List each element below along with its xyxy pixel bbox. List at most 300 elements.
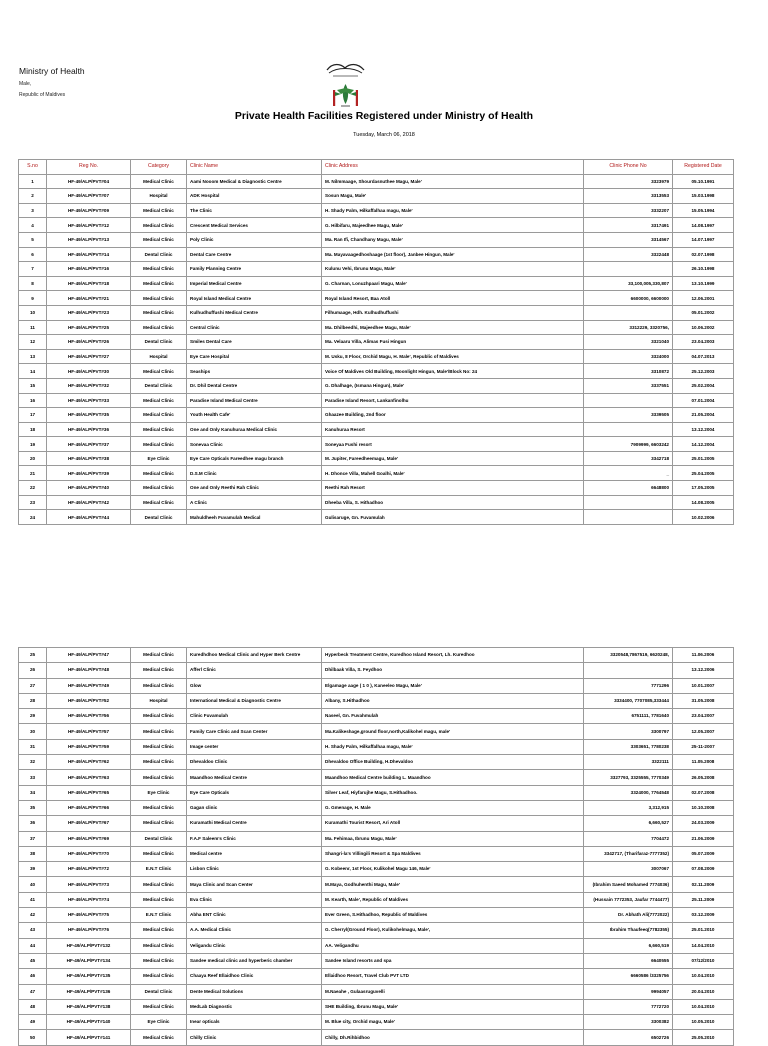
table-row	[19, 1030, 734, 1045]
table-row	[19, 938, 734, 953]
row-registered-date: 25.02.2004	[673, 378, 734, 393]
row-sno: 25	[19, 648, 47, 663]
table-row	[19, 663, 734, 678]
row-registered-date: 10.04.2010	[673, 999, 734, 1014]
row-reg-no: HF-49/ALP/PVT#56	[47, 709, 131, 724]
row-clinic-address: Ever Green, S.Hithadhoo, Republic of Maldives	[322, 908, 584, 923]
row-category: Hospital	[131, 693, 187, 708]
row-sno: 19	[19, 437, 47, 452]
row-category: Medical Clinic	[131, 755, 187, 770]
row-category: Medical Clinic	[131, 892, 187, 907]
row-registered-date: 02.11.2009	[673, 877, 734, 892]
row-phone: 3300797	[584, 724, 673, 739]
column-header: Clinic Address	[322, 160, 584, 175]
row-clinic-address: Ghaazee Building, 2nd floor	[322, 408, 584, 423]
row-sno: 39	[19, 862, 47, 877]
row-sno: 36	[19, 816, 47, 831]
row-clinic-name: Youth Health Cafe'	[187, 408, 322, 423]
row-registered-date: 12.06.2001	[673, 291, 734, 306]
row-clinic-name: Gagan clinic	[187, 800, 322, 815]
row-registered-date: 02.07.1998	[673, 247, 734, 262]
row-sno: 48	[19, 999, 47, 1014]
row-phone: 6,660,527	[584, 816, 673, 831]
row-clinic-name: One and Only Reethi Rah Clinic	[187, 481, 322, 496]
table-row	[19, 232, 734, 247]
row-reg-no: HF-49/ALP/PVT#75	[47, 908, 131, 923]
row-phone: 6648800	[584, 481, 673, 496]
table-row	[19, 291, 734, 306]
row-clinic-name: The Clinic	[187, 203, 322, 218]
table-row	[19, 203, 734, 218]
row-reg-no: HF-49/ALP/PVT#47	[47, 648, 131, 663]
row-registered-date: 25.01.2005	[673, 451, 734, 466]
table-row	[19, 648, 734, 663]
row-sno: 33	[19, 770, 47, 785]
row-phone: 3310872	[584, 364, 673, 379]
row-clinic-address: Soneyaa Fushi resort	[322, 437, 584, 452]
row-clinic-address: H. Dhonce Villa, Mahell Goalhi, Male'	[322, 466, 584, 481]
row-category: Medical Clinic	[131, 999, 187, 1014]
row-registered-date: 03.12.2009	[673, 908, 734, 923]
table-row	[19, 709, 734, 724]
row-registered-date: 07/12/2010	[673, 953, 734, 968]
row-category: Medical Clinic	[131, 393, 187, 408]
row-phone: 3322111	[584, 755, 673, 770]
table-row	[19, 892, 734, 907]
row-reg-no: HF-49/ALP/PVT#74	[47, 892, 131, 907]
column-header: Category	[131, 160, 187, 175]
table-row	[19, 305, 734, 320]
row-clinic-name: Dente Medical Solutions	[187, 984, 322, 999]
row-sno: 16	[19, 393, 47, 408]
row-category: Medical Clinic	[131, 422, 187, 437]
row-clinic-name: Sandee medical clinic and hyperberic chamber	[187, 953, 322, 968]
row-sno: 35	[19, 800, 47, 815]
row-reg-no: HF-49/ALP/PVT#62	[47, 755, 131, 770]
row-clinic-address: Gulisaruge, Gn. Fuvamulah	[322, 510, 584, 525]
row-sno: 28	[19, 693, 47, 708]
row-reg-no: HF-49/ALP/PVT#52	[47, 693, 131, 708]
organization-block	[19, 66, 319, 98]
row-reg-no: HF-49/ALP/PVT#39	[47, 466, 131, 481]
row-registered-date: 12.05.2007	[673, 724, 734, 739]
row-clinic-name: Family Care Clinic and Scan Center	[187, 724, 322, 739]
table-header-row	[19, 160, 734, 175]
row-clinic-address: SHE Building, Ibrunu Magu, Male'	[322, 999, 584, 1014]
table-row	[19, 174, 734, 189]
row-reg-no: HF-49/ALP/PVT#76	[47, 923, 131, 938]
row-registered-date: 07.08.2009	[673, 862, 734, 877]
column-header: Clinic Name	[187, 160, 322, 175]
row-registered-date: 02.07.2008	[673, 785, 734, 800]
table-row	[19, 816, 734, 831]
row-category: Medical Clinic	[131, 724, 187, 739]
row-clinic-name: One and Only Kanuhuraa Medical Clinic	[187, 422, 322, 437]
row-reg-no: HF-49/ALP/PVT#12	[47, 218, 131, 233]
row-clinic-address: AA. Veligandhu	[322, 938, 584, 953]
column-header: Clinic Phone No	[584, 160, 673, 175]
row-clinic-address: Ma. Velaaru Villa, Alimas Fusi Hingun	[322, 335, 584, 350]
row-registered-date: 10.10.2008	[673, 800, 734, 815]
row-reg-no: HF-49/ALP/PVT#40	[47, 481, 131, 496]
row-category: Medical Clinic	[131, 466, 187, 481]
row-reg-no: HF-49/ALP/PVT#13	[47, 232, 131, 247]
row-category: Medical Clinic	[131, 364, 187, 379]
row-category: Hospital	[131, 349, 187, 364]
table-row	[19, 495, 734, 510]
row-registered-date: 05.01.2002	[673, 305, 734, 320]
row-reg-no: HF-49/ALP/PVT#36	[47, 422, 131, 437]
row-sno: 38	[19, 846, 47, 861]
row-phone: 6640555	[584, 953, 673, 968]
row-clinic-name: F.A.F Saleem's Clinic	[187, 831, 322, 846]
table-row	[19, 189, 734, 204]
table-row	[19, 408, 734, 423]
table-row	[19, 739, 734, 754]
row-phone: 9994057	[584, 984, 673, 999]
row-clinic-address: Dhilbaak Villa, S. Feydhoo	[322, 663, 584, 678]
row-clinic-address: Naseel, Gn. Fuvahmulah	[322, 709, 584, 724]
row-registered-date: 05.10.1991	[673, 174, 734, 189]
row-clinic-address: Ma.Kalikeshage,ground floor,north,Kalikohel magu, male'	[322, 724, 584, 739]
ministry-name: Ministry of Health	[19, 66, 85, 76]
row-registered-date: 25-11-2007	[673, 739, 734, 754]
row-reg-no: HF-49/ALP/PVT#66	[47, 800, 131, 815]
row-clinic-name: Mahuldheeh Fuvamulah Medical	[187, 510, 322, 525]
row-sno: 5	[19, 232, 47, 247]
row-category: Dental Clinic	[131, 984, 187, 999]
row-clinic-address: Kanuhuraa Resort	[322, 422, 584, 437]
row-phone: (Ibrahim Saeed Mohamed 7774036)	[584, 877, 673, 892]
column-header: S.no	[19, 160, 47, 175]
row-category: Medical Clinic	[131, 816, 187, 831]
row-sno: 11	[19, 320, 47, 335]
row-clinic-name: International Medical & Diagnostic Centre	[187, 693, 322, 708]
row-category: Medical Clinic	[131, 218, 187, 233]
row-registered-date: 11.05.2008	[673, 755, 734, 770]
row-category: Medical Clinic	[131, 495, 187, 510]
row-clinic-name: Paradise Island Medical Centre	[187, 393, 322, 408]
row-clinic-name: Dental Care Centre	[187, 247, 322, 262]
row-category: Medical Clinic	[131, 877, 187, 892]
row-clinic-address: M. Nilmmaage, Shourdasnuthee Magu, Male'	[322, 174, 584, 189]
row-reg-no: HF-49/ALP/PVT#27	[47, 349, 131, 364]
row-clinic-address: G. Dhalhage, (Ismana Hingun), Male'	[322, 378, 584, 393]
row-phone: 3323979	[584, 174, 673, 189]
row-sno: 1	[19, 174, 47, 189]
row-registered-date: 10.01.2007	[673, 678, 734, 693]
row-category: Medical Clinic	[131, 320, 187, 335]
row-sno: 45	[19, 953, 47, 968]
row-clinic-address: Sandee Island resorts and spa	[322, 953, 584, 968]
row-reg-no: HF-49/ALP/PVT#04	[47, 174, 131, 189]
row-clinic-name: Dhevaldoo Clinic	[187, 755, 322, 770]
row-category: Medical Clinic	[131, 203, 187, 218]
table-row	[19, 770, 734, 785]
row-phone: 3,312,915	[584, 800, 673, 815]
row-clinic-address: Ma. Ran Ifi, Chandhany Magu, Male'	[322, 232, 584, 247]
row-clinic-address: Dheeba Villa, S. Hithadhoo	[322, 495, 584, 510]
row-reg-no: HF-49/ALP/PVT#48	[47, 663, 131, 678]
row-reg-no: HF-49/ALP/PVT#44	[47, 510, 131, 525]
table-row	[19, 969, 734, 984]
row-reg-no: HF-49/ALP/PVT#140	[47, 1015, 131, 1030]
row-category: Medical Clinic	[131, 437, 187, 452]
city-label: Male,	[19, 81, 32, 87]
row-clinic-name: Afferl Clinic	[187, 663, 322, 678]
row-registered-date: 14.12.2004	[673, 437, 734, 452]
report-date: Tuesday, March 06, 2018	[353, 132, 415, 138]
row-clinic-address: Kulunu Vehi, Ibrunu Magu, Male'	[322, 262, 584, 277]
table-row	[19, 800, 734, 815]
country-label: Republic of Maldives	[19, 92, 66, 98]
row-reg-no: HF-49/ALP/PVT#132	[47, 938, 131, 953]
row-clinic-address: Ma. Dhilbeedhi, Majeedhee Magu, Male'	[322, 320, 584, 335]
row-clinic-name: Kulhudhuffushi Medical Centre	[187, 305, 322, 320]
table-row	[19, 877, 734, 892]
row-phone: 6751111, 7781640	[584, 709, 673, 724]
row-phone: 6600000, 6600000	[584, 291, 673, 306]
row-registered-date: 10.05.2010	[673, 1015, 734, 1030]
row-phone	[584, 262, 673, 277]
row-reg-no: HF-49/ALP/PVT#134	[47, 953, 131, 968]
table-row	[19, 349, 734, 364]
row-sno: 12	[19, 335, 47, 350]
row-registered-date: 24.03.2009	[673, 816, 734, 831]
row-registered-date: 14.08.1997	[673, 218, 734, 233]
row-reg-no: HF-49/ALP/PVT#38	[47, 451, 131, 466]
row-registered-date: 10.06.2002	[673, 320, 734, 335]
row-reg-no: HF-49/ALP/PVT#138	[47, 999, 131, 1014]
row-registered-date: 25.11.2009	[673, 892, 734, 907]
row-reg-no: HF-49/ALP/PVT#67	[47, 816, 131, 831]
row-registered-date: 05.07.2009	[673, 846, 734, 861]
row-phone: 3320548,7867519, 6620248,	[584, 648, 673, 663]
row-phone: 3321040	[584, 335, 673, 350]
row-phone: 3342717, (Tharifaraz-7777352)	[584, 846, 673, 861]
table-row	[19, 923, 734, 938]
row-clinic-address: M. Jupiter, Fareedheemagu, Male'	[322, 451, 584, 466]
row-category: Eye Clinic	[131, 785, 187, 800]
row-phone: Dr. Abhath Ali(7772022)	[584, 908, 673, 923]
row-phone: 7772720	[584, 999, 673, 1014]
row-reg-no: HF-49/ALP/PVT#23	[47, 305, 131, 320]
row-reg-no: HF-49/ALP/PVT#25	[47, 320, 131, 335]
row-reg-no: HF-49/ALP/PVT#32	[47, 378, 131, 393]
row-clinic-address: M. Usku, 8 Floor, Orchid Magu, H. Male', Republic of Maldives	[322, 349, 584, 364]
table-row	[19, 678, 734, 693]
row-registered-date: 13.10.1999	[673, 276, 734, 291]
row-sno: 50	[19, 1030, 47, 1045]
row-phone: _	[584, 466, 673, 481]
row-clinic-name: Maandhoo Medical Centre	[187, 770, 322, 785]
row-sno: 4	[19, 218, 47, 233]
table-row	[19, 999, 734, 1014]
row-sno: 21	[19, 466, 47, 481]
row-category: Medical Clinic	[131, 232, 187, 247]
row-registered-date: 17.05.2005	[673, 481, 734, 496]
row-sno: 32	[19, 755, 47, 770]
row-phone: 3342718	[584, 451, 673, 466]
row-clinic-name: Poly Clinic	[187, 232, 322, 247]
row-sno: 9	[19, 291, 47, 306]
row-sno: 17	[19, 408, 47, 423]
row-category: Dental Clinic	[131, 247, 187, 262]
row-sno: 20	[19, 451, 47, 466]
row-category: Medical Clinic	[131, 923, 187, 938]
row-registered-date: 14.08.2005	[673, 495, 734, 510]
row-clinic-address: Filhumaage, Hdh. Kulhudhuffushi	[322, 305, 584, 320]
row-clinic-address: Chilly, Dh.Rihbidhoo	[322, 1030, 584, 1045]
row-clinic-name: Lisbon Clinic	[187, 862, 322, 877]
row-sno: 22	[19, 481, 47, 496]
row-clinic-name: D.S.M Clinic	[187, 466, 322, 481]
row-registered-date: 25.04.2005	[673, 466, 734, 481]
facilities-table-part1	[18, 159, 734, 525]
row-reg-no: HF-49/ALP/PVT#63	[47, 770, 131, 785]
row-clinic-address: G. Cherryl(Ground Floor), Kulikohelmagu, Male',	[322, 923, 584, 938]
row-registered-date: 25.01.2010	[673, 923, 734, 938]
table-row	[19, 724, 734, 739]
row-reg-no: HF-49/ALP/PVT#09	[47, 203, 131, 218]
row-phone: 3300382	[584, 1015, 673, 1030]
table-row	[19, 693, 734, 708]
row-clinic-name: Kuramathi Medical Centre	[187, 816, 322, 831]
row-clinic-address: Ma. Mayavaagedhoshaage (1st floor), Janbee Hingun, Male'	[322, 247, 584, 262]
row-clinic-name: Eye Care Opticals Fareedhee magu branch	[187, 451, 322, 466]
row-reg-no: HF-49/ALP/PVT#69	[47, 831, 131, 846]
row-phone: 3317491	[584, 218, 673, 233]
row-clinic-name: Maya Clinic and Scan Center	[187, 877, 322, 892]
row-clinic-address: M. Blue city, Orchid magu, Male'	[322, 1015, 584, 1030]
row-clinic-address: Elgamage aage ( 1 0 ), Kaneeleo Magu, Male'	[322, 678, 584, 693]
table-row	[19, 953, 734, 968]
state-emblem-icon	[323, 60, 368, 110]
row-sno: 43	[19, 923, 47, 938]
row-reg-no: HF-49/ALP/PVT#42	[47, 495, 131, 510]
table-row	[19, 262, 734, 277]
row-sno: 46	[19, 969, 47, 984]
row-reg-no: HF-49/ALP/PVT#26	[47, 335, 131, 350]
row-phone	[584, 393, 673, 408]
row-clinic-address: Ma. Fehimaa, Ibrunu Magu, Male'	[322, 831, 584, 846]
row-phone: 6,660,519	[584, 938, 673, 953]
row-reg-no: HF-49/ALP/PVT#18	[47, 276, 131, 291]
row-sno: 41	[19, 892, 47, 907]
row-registered-date: 07.01.2004	[673, 393, 734, 408]
row-phone: (Hussain 7772353, Jaufar 7744477)	[584, 892, 673, 907]
row-clinic-name: Imperial Medical Centre	[187, 276, 322, 291]
row-clinic-name: Eva Clinic	[187, 892, 322, 907]
row-reg-no: HF-49/ALP/PVT#16	[47, 262, 131, 277]
row-category: Medical Clinic	[131, 663, 187, 678]
row-clinic-address: Royal Island Resort, Baa Atoll	[322, 291, 584, 306]
row-sno: 26	[19, 663, 47, 678]
row-clinic-address: Paradise Island Resort, Lankanfinolhu	[322, 393, 584, 408]
row-phone	[584, 422, 673, 437]
row-phone: 3334400, 7707085,333444	[584, 693, 673, 708]
row-clinic-name: Aami Nooom Medical & Diagnostic Centre	[187, 174, 322, 189]
row-clinic-name: Medical centre	[187, 846, 322, 861]
row-clinic-name: Eye Care Opticals	[187, 785, 322, 800]
row-category: Medical Clinic	[131, 739, 187, 754]
row-sno: 2	[19, 189, 47, 204]
table-row	[19, 862, 734, 877]
facilities-table-part2	[18, 647, 734, 1046]
table-row	[19, 1015, 734, 1030]
row-registered-date: 25.05.2010	[673, 1030, 734, 1045]
row-phone: 3337551	[584, 378, 673, 393]
row-registered-date: 13.12.2004	[673, 422, 734, 437]
row-clinic-address: M.Maya, Godhuhenthi Magu, Male'	[322, 877, 584, 892]
row-phone: 33,100,005,330,807	[584, 276, 673, 291]
table-row	[19, 378, 734, 393]
row-reg-no: HF-49/ALP/PVT#14	[47, 247, 131, 262]
row-reg-no: HF-49/ALP/PVT#73	[47, 877, 131, 892]
row-clinic-address: G. Charnan, Lonuzhpaari Magu, Male'	[322, 276, 584, 291]
row-sno: 14	[19, 364, 47, 379]
row-reg-no: HF-49/ALP/PVT#135	[47, 969, 131, 984]
table-row	[19, 466, 734, 481]
row-category: Medical Clinic	[131, 648, 187, 663]
row-category: Dental Clinic	[131, 335, 187, 350]
row-clinic-name: Clinic Fuvamulah	[187, 709, 322, 724]
row-registered-date: 11.06.2006	[673, 648, 734, 663]
row-sno: 13	[19, 349, 47, 364]
table-row	[19, 393, 734, 408]
row-reg-no: HF-49/ALP/PVT#72	[47, 862, 131, 877]
row-category: E.N.T Clinic	[131, 862, 187, 877]
row-sno: 15	[19, 378, 47, 393]
row-reg-no: HF-49/ALP/PVT#57	[47, 724, 131, 739]
row-reg-no: HF-49/ALP/PVT#30	[47, 364, 131, 379]
row-phone: 6660586 /3325756	[584, 969, 673, 984]
row-category: Dental Clinic	[131, 510, 187, 525]
row-phone: 3303651, 7780238	[584, 739, 673, 754]
row-phone	[584, 663, 673, 678]
row-phone: 7704472	[584, 831, 673, 846]
table-row	[19, 247, 734, 262]
row-reg-no: HF-49/ALP/PVT#70	[47, 846, 131, 861]
row-clinic-address: Silver Leaf, Hiyfarujhe Magu, S.Hithadhoo.	[322, 785, 584, 800]
row-clinic-address: Reethi Rah Resort	[322, 481, 584, 496]
table-row	[19, 364, 734, 379]
row-clinic-address: Sosun Magu, Male'	[322, 189, 584, 204]
row-clinic-name: Family Planning Centre	[187, 262, 322, 277]
row-clinic-name: A Clinic	[187, 495, 322, 510]
row-phone: 3314567	[584, 232, 673, 247]
row-category: Medical Clinic	[131, 678, 187, 693]
row-sno: 42	[19, 908, 47, 923]
row-phone: 7771296	[584, 678, 673, 693]
table-row	[19, 422, 734, 437]
row-clinic-address: H. Shady Palm, Hilkaffalhaa magu, Male'	[322, 203, 584, 218]
row-clinic-name: Inear opticals	[187, 1015, 322, 1030]
row-clinic-name: Central Clinic	[187, 320, 322, 335]
row-reg-no: HF-49/ALP/PVT#65	[47, 785, 131, 800]
row-category: Dental Clinic	[131, 378, 187, 393]
row-sno: 3	[19, 203, 47, 218]
table-row	[19, 755, 734, 770]
row-category: E.N.T Clinic	[131, 908, 187, 923]
table-row	[19, 335, 734, 350]
row-category: Medical Clinic	[131, 800, 187, 815]
row-registered-date: 21.06.2009	[673, 831, 734, 846]
row-sno: 7	[19, 262, 47, 277]
row-sno: 27	[19, 678, 47, 693]
row-sno: 34	[19, 785, 47, 800]
row-phone: 3313553	[584, 189, 673, 204]
